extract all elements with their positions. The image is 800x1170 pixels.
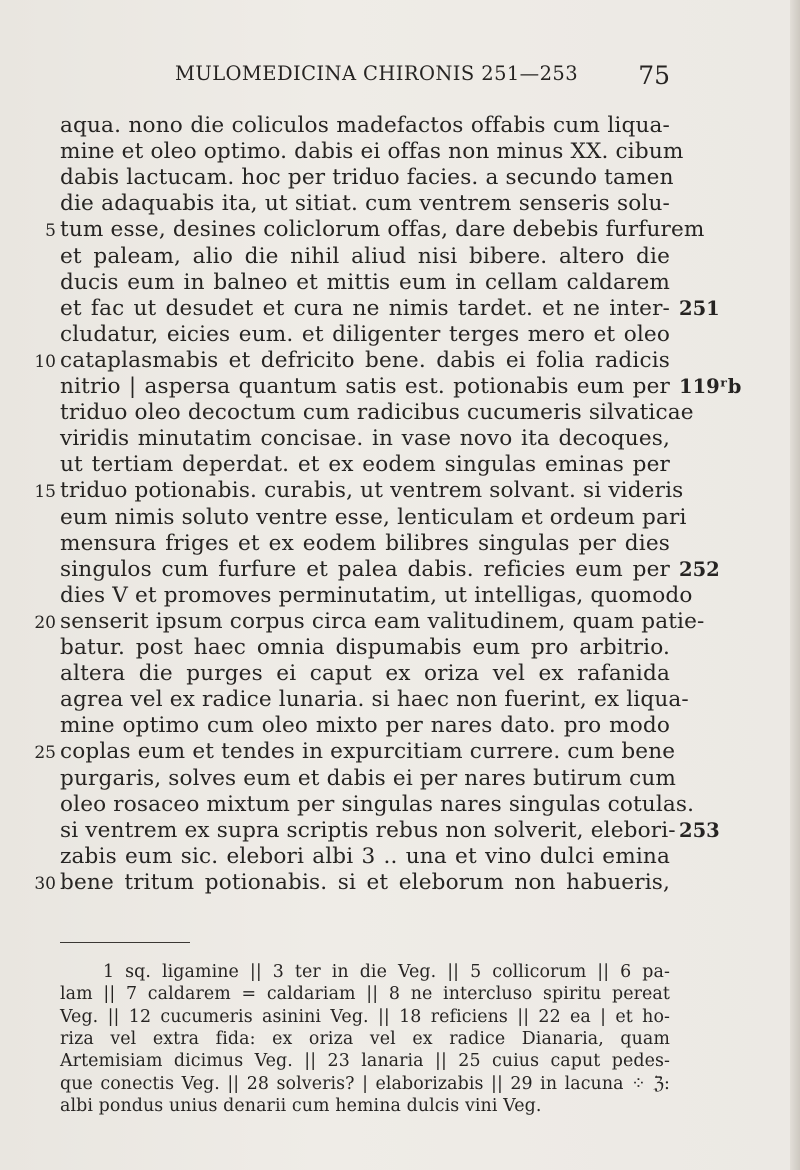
line-text: cataplasmabis et defricito bene. dabis ei folia radicis (60, 347, 670, 373)
text-line (0, 426, 800, 452)
footnote-line: Artemisiam dicimus Veg. || 23 lanaria || 25 cuius caput pedes- (60, 1051, 670, 1072)
text-line (0, 609, 800, 635)
text-line (0, 400, 800, 426)
line-text: eum nimis soluto ventre esse, lenticulam et ordeum pari (60, 504, 687, 530)
line-text: tum esse, desines coliclorum offas, dare debebis furfurem (60, 217, 705, 243)
text-line (0, 452, 800, 478)
footnote-line: lam || 7 caldarem = caldariam || 8 ne intercluso spiritu pereat (60, 984, 670, 1005)
text-line (0, 374, 800, 400)
text-line (0, 270, 800, 296)
line-text: et paleam, alio die nihil aliud nisi bibere. altero die (60, 243, 670, 269)
line-number: 10 (34, 351, 56, 372)
footnote-line: Veg. || 12 cucumeris asinini Veg. || 18 reficiens || 22 ea | et ho- (60, 1006, 670, 1027)
line-text: dies V et promoves perminutatim, ut intelligas, quomodo (60, 582, 693, 608)
running-head: MULOMEDICINA CHIRONIS 251—253 (175, 62, 578, 85)
text-line (0, 217, 800, 243)
text-line (0, 792, 800, 818)
margin-reference: 251 (679, 296, 720, 320)
margin-reference: 119ʳb (679, 375, 742, 398)
line-text: altera die purges ei caput ex oriza vel ex rafanida (60, 661, 670, 687)
text-line (0, 635, 800, 661)
line-text: oleo rosaceo mixtum per singulas nares singulas cotulas. (60, 791, 695, 817)
text-line (0, 583, 800, 609)
line-number: 20 (34, 612, 56, 633)
text-line (0, 739, 800, 765)
text-line (0, 844, 800, 870)
page-number: 75 (638, 61, 670, 90)
text-line (0, 478, 800, 504)
line-text: triduo potionabis. curabis, ut ventrem solvant. si videris (60, 478, 684, 504)
footnote-line: riza vel extra fida: ex oriza vel ex radice Dianaria, quam (60, 1028, 670, 1049)
line-text: cludatur, eicies eum. et diligenter terges mero et oleo (60, 321, 670, 347)
line-text: die adaquabis ita, ut sitiat. cum ventrem senseris solu- (60, 191, 670, 217)
line-number: 5 (45, 221, 56, 242)
text-line (0, 296, 800, 322)
text-line (0, 191, 800, 217)
line-text: senserit ipsum corpus circa eam valitudinem, quam patie- (60, 608, 705, 634)
text-line (0, 713, 800, 739)
text-line (0, 870, 800, 896)
line-text: ducis eum in balneo et mittis eum in cellam caldarem (60, 269, 670, 295)
text-line (0, 818, 800, 844)
line-text: agrea vel ex radice lunaria. si haec non fuerint, ex liqua- (60, 687, 689, 713)
text-line (0, 766, 800, 792)
line-number: 30 (34, 873, 56, 894)
line-text: zabis eum sic. elebori albi 3 .. una et vino dulci emina (60, 843, 670, 869)
line-text: mine optimo cum oleo mixto per nares dato. pro modo (60, 713, 670, 739)
margin-reference: 253 (679, 818, 720, 842)
line-number: 25 (34, 743, 56, 764)
line-text: dabis lactucam. hoc per triduo facies. a secundo tamen (60, 165, 674, 191)
footnote-line: que conectis Veg. || 28 solveris? | elaborizabis || 29 in lacuna ⁘ ℨ: (60, 1073, 670, 1094)
line-text: et fac ut desudet et cura ne nimis tardet. et ne inter- (60, 295, 670, 321)
line-text: aqua. nono die coliculos madefactos offabis cum liqua- (60, 113, 670, 138)
text-line (0, 348, 800, 374)
text-line (0, 557, 800, 583)
line-text: mine et oleo optimo. dabis ei offas non minus XX. cibum (60, 139, 684, 165)
margin-reference: 252 (679, 557, 720, 581)
text-line (0, 139, 800, 165)
line-text: batur. post haec omnia dispumabis eum pro arbitrio. (60, 635, 670, 660)
line-text: purgaris, solves eum et dabis ei per nares butirum cum (60, 765, 677, 791)
text-line (0, 505, 800, 531)
text-line (0, 322, 800, 348)
footnote-line: albi pondus unius denarii cum hemina dulcis vini Veg. (60, 1095, 542, 1116)
text-line (0, 661, 800, 687)
footnote-rule (60, 942, 190, 943)
page-header (60, 60, 670, 100)
footnote-line: 1 sq. ligamine || 3 ter in die Veg. || 5 collicorum || 6 pa- (103, 962, 670, 982)
text-line (0, 244, 800, 270)
line-text: singulos cum furfure et palea dabis. reficies eum per (60, 556, 670, 582)
line-number: 15 (34, 482, 56, 503)
line-text: nitrio | aspersa quantum satis est. potionabis eum per (60, 374, 670, 399)
line-text: bene tritum potionabis. si et eleborum non habueris, (60, 869, 670, 895)
line-text: ut tertiam deperdat. et ex eodem singulas eminas per (60, 452, 670, 478)
line-text: mensura friges et ex eodem bilibres singulas per dies (60, 530, 670, 556)
line-text: viridis minutatim concisae. in vase novo ita decoques, (60, 426, 670, 452)
text-line (0, 113, 800, 139)
line-text: coplas eum et tendes in expurcitiam currere. cum bene (60, 739, 676, 765)
line-text: si ventrem ex supra scriptis rebus non solverit, elebori- (60, 817, 676, 843)
text-line (0, 687, 800, 713)
line-text: triduo oleo decoctum cum radicibus cucumeris silvaticae (60, 400, 694, 426)
text-line (0, 165, 800, 191)
text-line (0, 531, 800, 557)
